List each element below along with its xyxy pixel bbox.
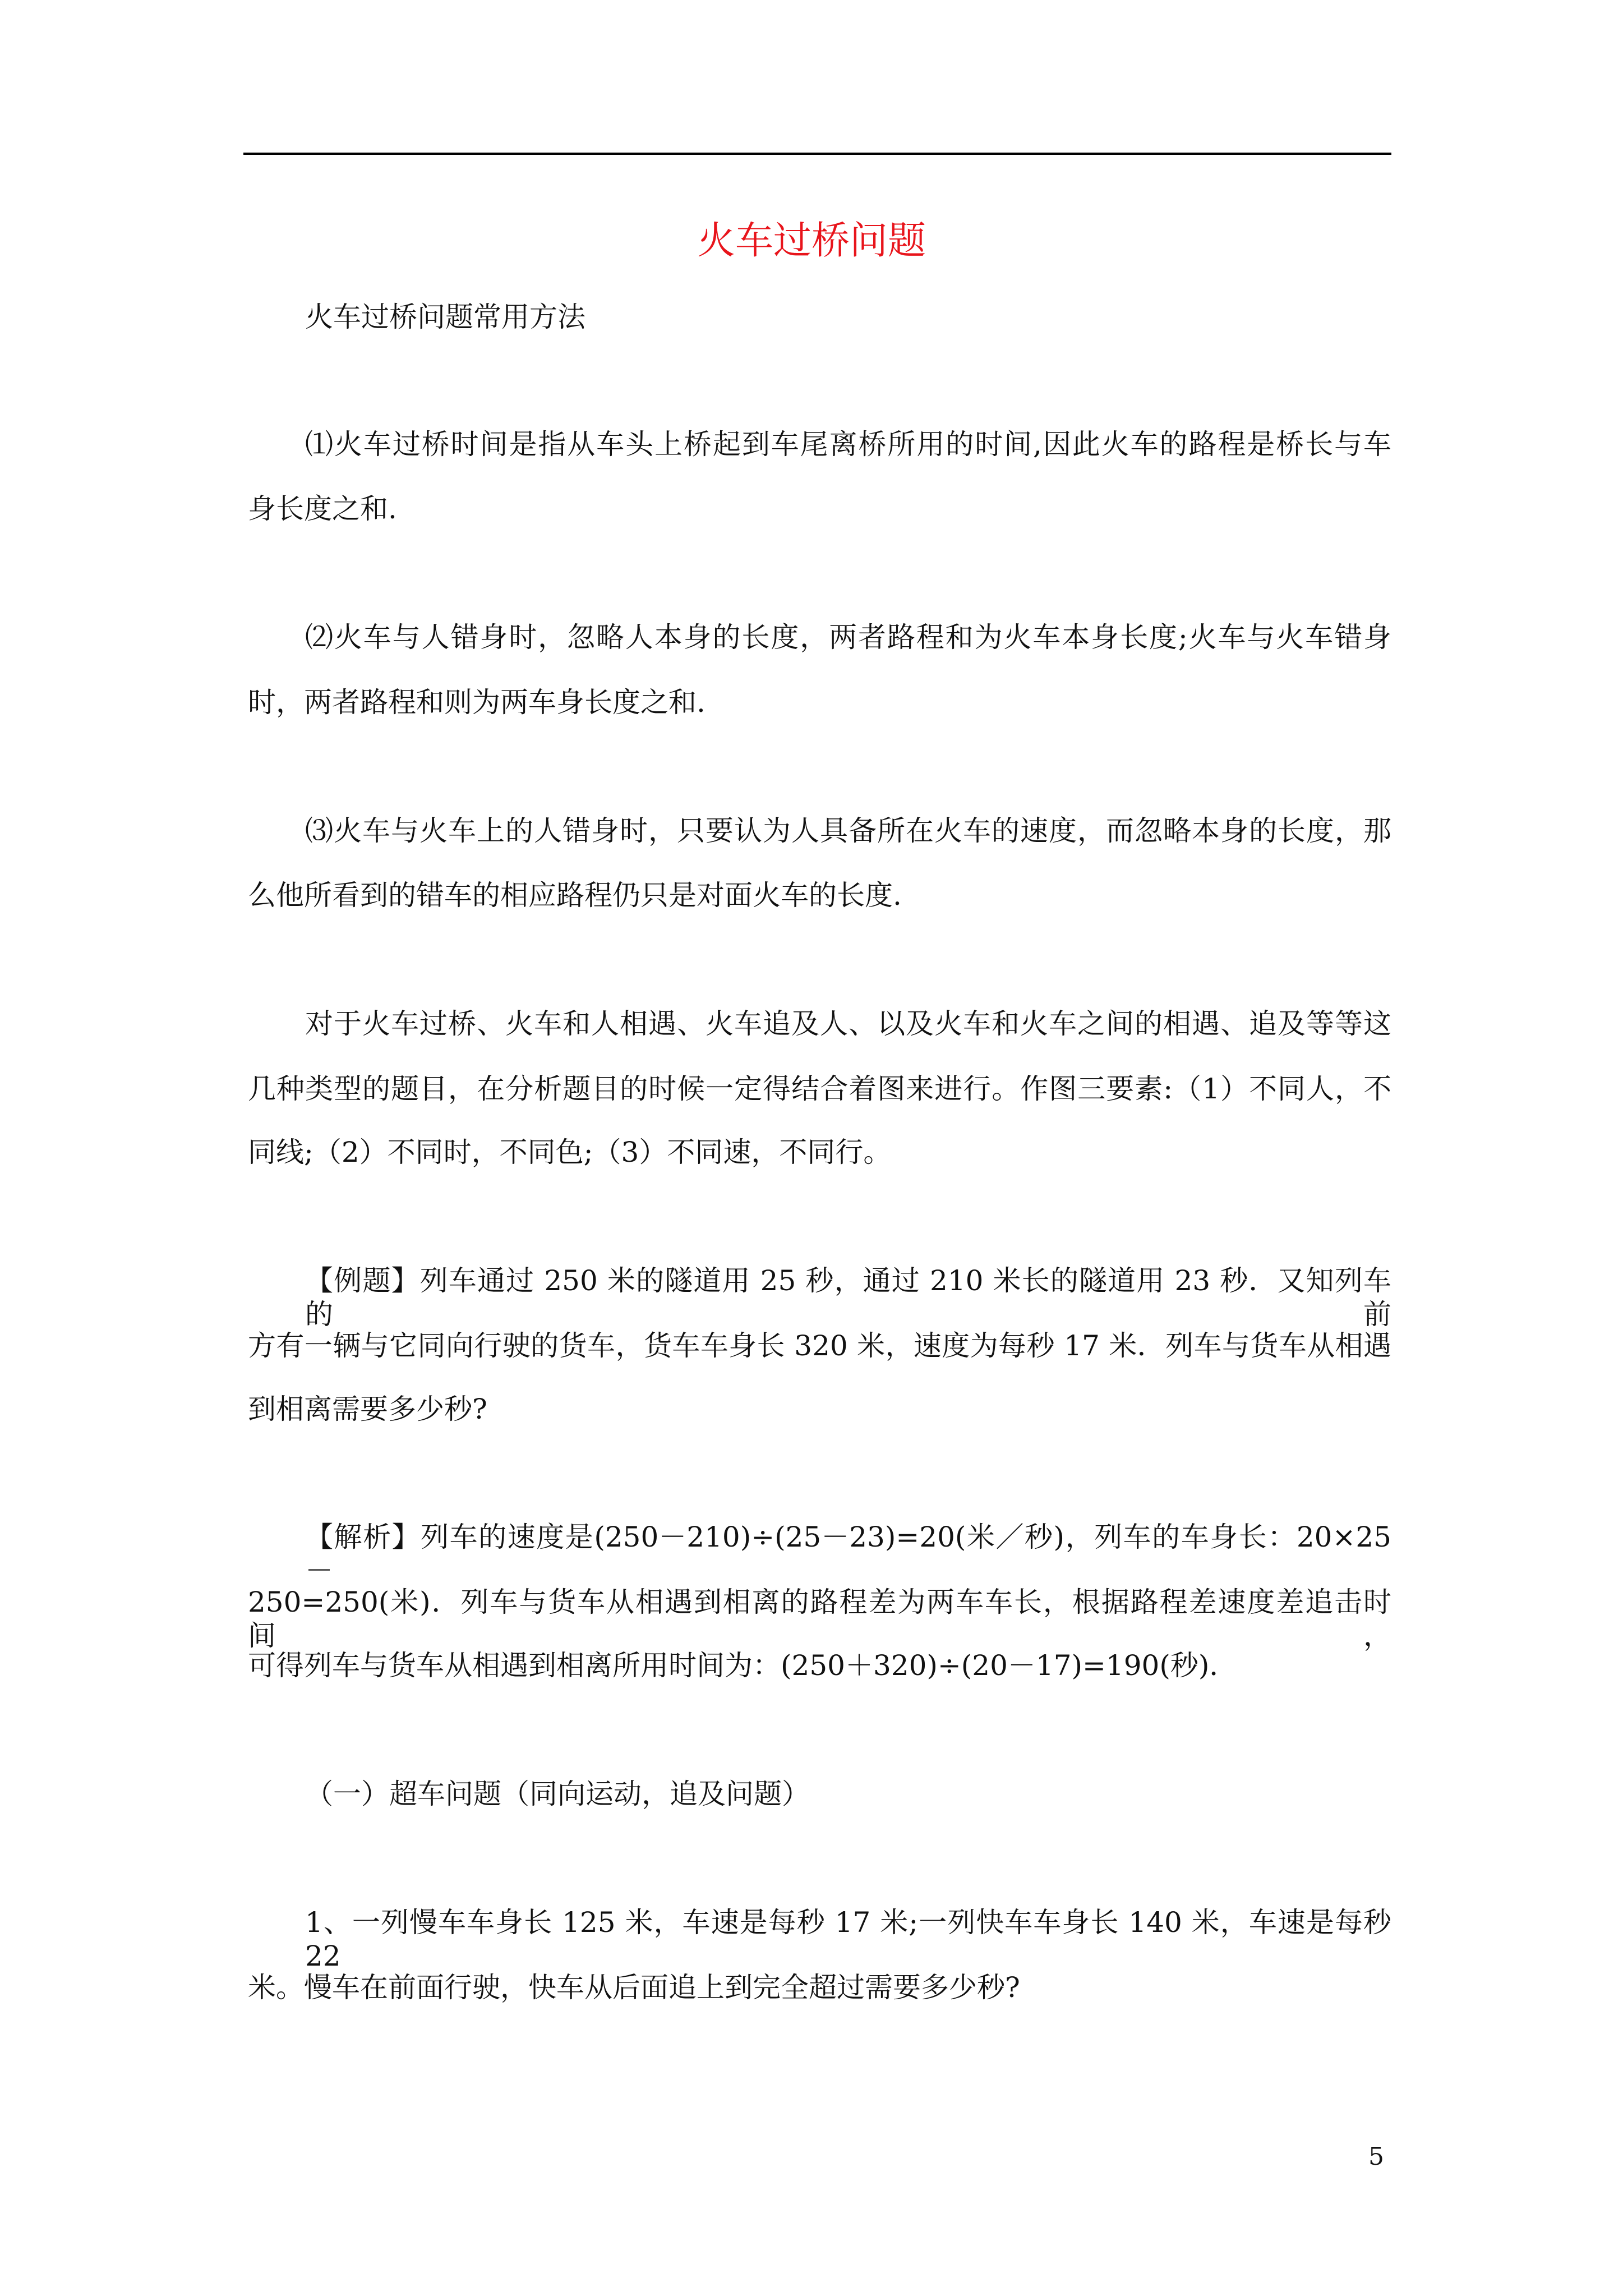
text-line: 250=250(米)．列车与货车从相遇到相离的路程差为两车车长，根据路程差速度差追击时间， [248,1586,1391,1652]
text-line: 同线;（2）不同时，不同色;（3）不同速，不同行。 [248,1136,892,1168]
text-line: 方有一辆与它同向行驶的货车，货车车身长 320 米，速度为每秒 17 米．列车与货车从相遇 [248,1329,1391,1362]
text-line: 几种类型的题目，在分析题目的时候一定得结合着图来进行。作图三要素:（1）不同人，不 [248,1073,1391,1105]
text-line: 时，两者路程和则为两车身长度之和. [248,686,706,719]
text-line: 对于火车过桥、火车和人相遇、火车追及人、以及火车和火车之间的相遇、追及等等这 [305,1007,1391,1040]
text-line: 到相离需要多少秒? [248,1393,487,1425]
text-line: 米。慢车在前面行驶，快车从后面追上到完全超过需要多少秒? [248,1971,1020,2004]
text-line: 1、一列慢车车身长 125 米，车速是每秒 17 米;一列快车车身长 140 米，车速是每秒 22 [305,1906,1391,1972]
text-line: （一）超车问题（同向运动，追及问题） [305,1778,810,1810]
page-title: 火车过桥问题 [697,219,926,263]
text-line: 【解析】列车的速度是(250－210)÷(25－23)=20(米／秒)，列车的车身长：20×25－ [305,1521,1391,1587]
header-rule [243,153,1391,155]
text-line: 身长度之和. [248,493,397,525]
text-line: 【例题】列车通过 250 米的隧道用 25 秒，通过 210 米长的隧道用 23 秒．又知列车的前 [305,1264,1391,1331]
page-number: 5 [1368,2142,1384,2171]
text-line: ⑵火车与人错身时，忽略人本身的长度，两者路程和为火车本身长度;火车与火车错身 [305,621,1391,654]
text-line: 么他所看到的错车的相应路程仍只是对面火车的长度. [248,879,902,912]
text-line: 可得列车与货车从相遇到相离所用时间为：(250＋320)÷(20－17)=190(秒)． [248,1649,1238,1682]
subtitle: 火车过桥问题常用方法 [305,301,585,333]
text-line: ⑶火车与火车上的人错身时，只要认为人具备所在火车的速度，而忽略本身的长度，那 [305,815,1391,847]
text-line: ⑴火车过桥时间是指从车头上桥起到车尾离桥所用的时间,因此火车的路程是桥长与车 [305,428,1391,461]
